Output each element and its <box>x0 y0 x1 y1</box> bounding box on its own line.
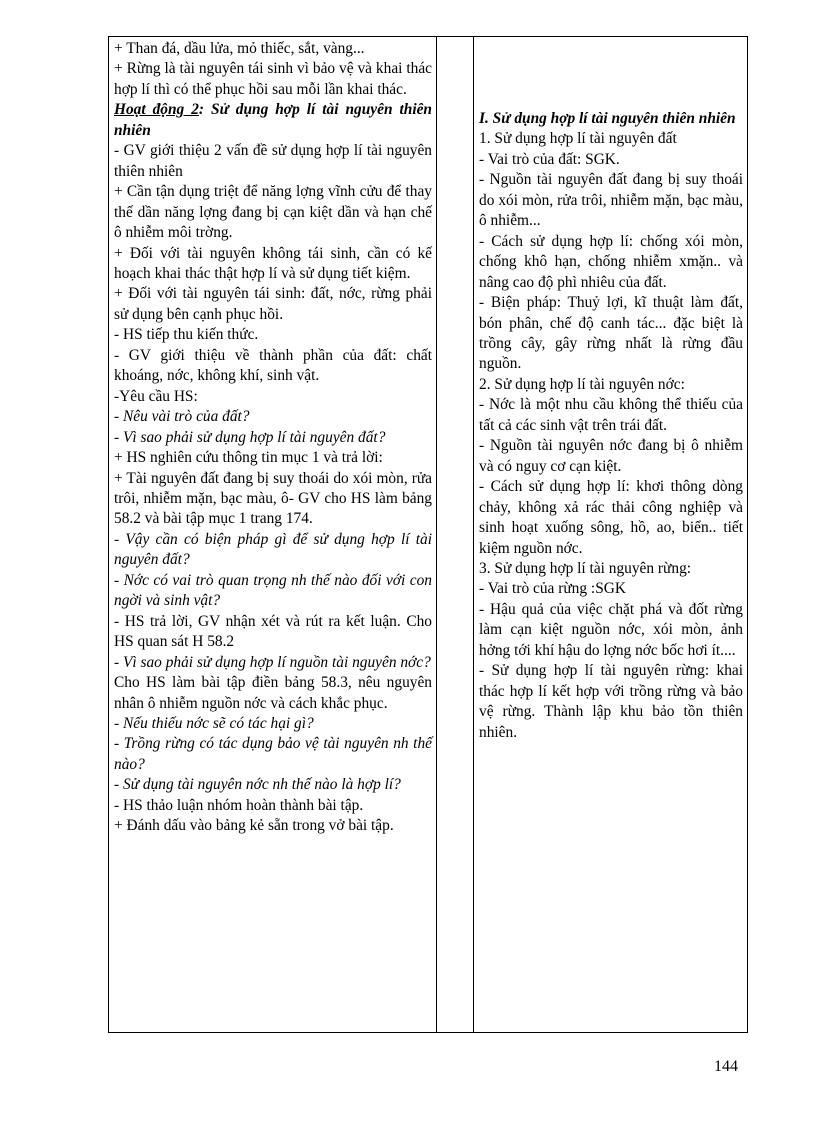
activity-paragraph: - HS thảo luận nhóm hoàn thành bài tập. <box>114 796 364 814</box>
activity-paragraph: - Vì sao phải sử dụng hợp lí tài nguyên đất? <box>114 428 386 446</box>
activity-paragraph: + Đối với tài nguyên không tái sinh, cần có kế hoạch khai thác thật hợp lí và sử dụng tiết kiệm. <box>114 244 432 282</box>
activity-paragraph: -Yêu cầu HS: <box>114 387 198 405</box>
activity-paragraph <box>114 100 432 141</box>
activity-paragraph: + HS nghiên cứu thông tin mục 1 và trả lời: <box>114 449 383 467</box>
content-cell <box>474 37 747 743</box>
activity-paragraph: + Đánh dấu vào bảng kẻ sẵn trong vở bài tập. <box>114 817 394 835</box>
blank-column <box>437 37 474 1032</box>
content-paragraph: - Cách sử dụng hợp lí: chống xói mòn, chống khô hạn, chống nhiễm xmặn.. và nâng cao độ phì nhiêu của đất. <box>479 232 743 291</box>
activity-paragraph: + Đối với tài nguyên tái sinh: đất, nớc, rừng phải sử dụng bên cạnh phục hồi. <box>114 285 432 323</box>
content-paragraph: - Hậu quả của việc chặt phá và đốt rừng làm cạn kiệt nguồn nớc, xói mòn, ảnh hởng tới khí hậu do lợng nớc bốc hơi ít.... <box>479 600 743 659</box>
activity-paragraph: - Sử dụng tài nguyên nớc nh thế nào là hợp lí? <box>114 776 401 794</box>
activity-cell <box>109 37 436 837</box>
content-paragraph: - Sử dụng hợp lí tài nguyên rừng: khai thác hợp lí kết hợp với trồng rừng và bảo vệ rừng. Thành lập khu bảo tồn thiên nhiên. <box>479 662 743 741</box>
section-heading: Hoạt động 2 <box>114 101 199 119</box>
content-paragraph: 2. Sử dụng hợp lí tài nguyên nớc: <box>479 375 685 393</box>
activity-paragraph: - HS trả lời, GV nhận xét và rút ra kết luận. Cho HS quan sát H 58.2 <box>114 612 432 651</box>
content-paragraph: - Biện pháp: Thuỷ lợi, kĩ thuật làm đất, bón phân, chế độ canh tác... đặc biệt là trồng cây, gây rừng nhất là rừng đầu nguồn. <box>479 294 743 373</box>
top-spacer <box>479 39 743 109</box>
content-paragraph: - Nguồn tài nguyên đất đang bị suy thoái do xói mòn, rửa trôi, nhiễm mặn, bạc màu, ô nhiễm... <box>479 171 743 230</box>
content-paragraph: - Vai trò của đất: SGK. <box>479 150 620 168</box>
activity-paragraph: + Cần tận dụng triệt để năng lợng vĩnh cửu để thay thế dần năng lợng đang bị cạn kiệt dần và hạn chế ô nhiễm môi trờng. <box>114 183 432 242</box>
activity-column <box>109 37 437 1032</box>
content-paragraph: - Cách sử dụng hợp lí: khơi thông dòng chảy, không xả rác thải công nghiệp và sinh hoạt xuống sông, hồ, ao, biển.. tiết kiệm nguồn nớc. <box>479 478 743 557</box>
activity-paragraph: - Nớc có vai trò quan trọng nh thế nào đối với con ngời và sinh vật? <box>114 571 432 610</box>
content-column <box>474 37 747 1032</box>
content-paragraphs <box>479 109 743 743</box>
activity-paragraph: + Rừng là tài nguyên tái sinh vì bảo vệ và khai thác hợp lí thì có thể phục hồi sau mỗi lần khai thác. <box>114 60 432 98</box>
page-number: 144 <box>714 1058 738 1075</box>
content-paragraph: 3. Sử dụng hợp lí tài nguyên rừng: <box>479 559 692 577</box>
section-heading: I. Sử dụng hợp lí tài nguyên thiên nhiên <box>479 110 736 127</box>
content-paragraph: 1. Sử dụng hợp lí tài nguyên đất <box>479 130 677 148</box>
activity-paragraph: - Nêu vài trò của đất? <box>114 408 250 426</box>
activity-paragraph: - Trồng rừng có tác dụng bảo vệ tài nguyên nh thế nào? <box>114 735 432 773</box>
activity-paragraph: - GV giới thiệu 2 vấn đề sử dụng hợp lí tài nguyên thiên nhiên <box>114 142 432 180</box>
lesson-table <box>108 36 748 1033</box>
content-paragraph <box>479 109 743 129</box>
content-paragraph: - Nguồn tài nguyên nớc đang bị ô nhiễm và có nguy cơ cạn kiệt. <box>479 437 743 475</box>
activity-paragraph: + Tài nguyên đất đang bị suy thoái do xói mòn, rửa trôi, nhiễm mặn, bạc màu, ô- GV cho HS làm bảng 58.2 và bài tập mục 1 trang 174. <box>114 469 432 528</box>
activity-paragraph: - HS tiếp thu kiến thức. <box>114 326 259 344</box>
activity-paragraph: - Vậy cần có biện pháp gì để sử dụng hợp lí tài nguyên đất? <box>114 530 432 569</box>
activity-paragraph: - Nếu thiếu nớc sẽ có tác hại gì? <box>114 714 314 732</box>
content-paragraph: - Vai trò của rừng :SGK <box>479 580 626 598</box>
activity-paragraph: - Vì sao phải sử dụng hợp lí nguồn tài nguyên nớc? <box>114 653 431 671</box>
section-heading-title: : Sử dụng hợp lí tài nguyên thiên nhiên <box>114 101 432 139</box>
activity-paragraph: + Than đá, dầu lửa, mỏ thiếc, sắt, vàng... <box>114 40 365 57</box>
content-paragraph: - Nớc là một nhu cầu không thể thiếu của tất cả các sinh vật trên trái đất. <box>479 396 743 434</box>
activity-paragraph: Cho HS làm bài tập điền bảng 58.3, nêu nguyên nhân ô nhiễm nguồn nớc và cách khắc phục. <box>114 674 432 712</box>
activity-paragraph: - GV giới thiệu về thành phần của đất: chất khoáng, nớc, không khí, sinh vật. <box>114 346 432 385</box>
